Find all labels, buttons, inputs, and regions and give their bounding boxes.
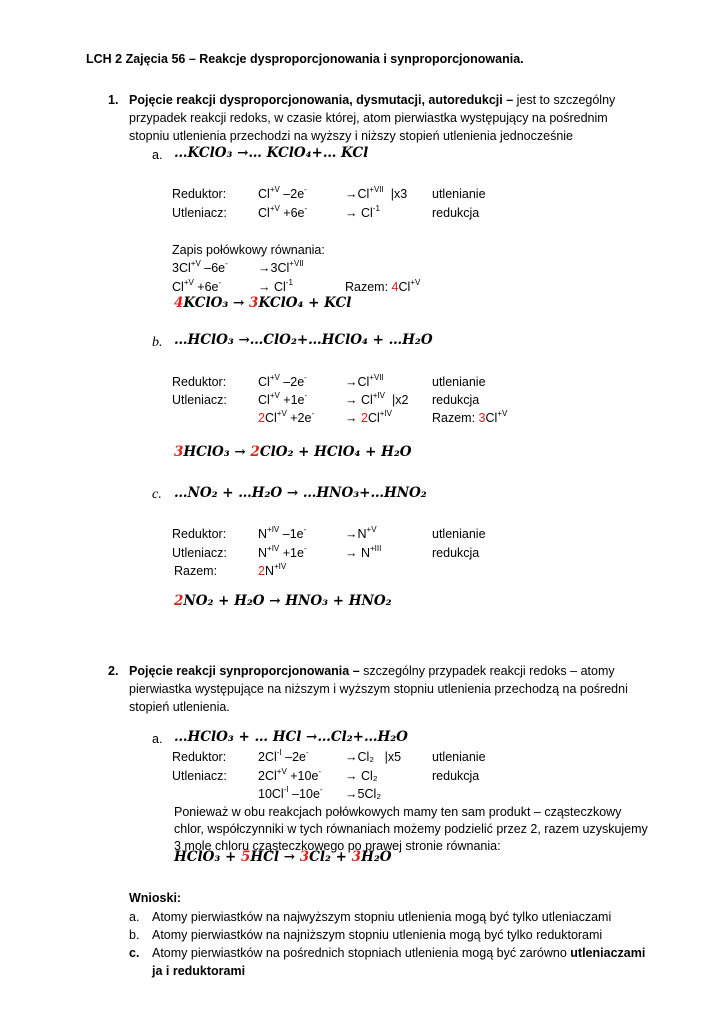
section-2-line2: pierwiastka występujące na niższym i wyższym stopniu utlenienia przechodzą na pośredni: [129, 682, 628, 696]
item-2a-half-left: $10Cl^{-I}$ –10e-: [258, 785, 323, 801]
item-2a-reduktor-label: Reduktor:: [172, 750, 227, 764]
item-2a-utleniacz-label: Utleniacz:: [172, 769, 227, 783]
item-1a-half-title: Zapis połówkowy równania:: [172, 243, 325, 257]
conclusion-b-label: b.: [129, 928, 140, 942]
section-1-line3: stopniu utlenienia przechodzi na wyższy i niższy stopień utlenienia jednocześnie: [129, 129, 574, 143]
item-1b-final-equation: 3HClO₃ → 2ClO₂ + HClO₄ + H₂O: [174, 444, 412, 460]
item-1c-final-equation: 2NO₂ + H₂O → HNO₃ + HNO₂: [174, 593, 392, 609]
conclusion-c-text-cont: ja i reduktorami: [152, 964, 246, 978]
item-1b-label: b.: [152, 335, 163, 350]
item-1a-half1-right: $\to 3Cl^{+VII}$: [258, 259, 304, 275]
item-1a-reduktor-type: utlenianie: [432, 187, 486, 201]
item-1c-razem-label: Razem:: [174, 564, 218, 578]
item-2a-utleniacz-left: $2Cl^{+V} +10e^-$: [258, 767, 322, 783]
item-1c-razem-value: $2N^{+IV}$: [258, 562, 287, 578]
item-2a-half-right: →5Cl₂: [345, 787, 382, 801]
item-1b-utleniacz-label: Utleniacz:: [172, 393, 227, 407]
item-1b-half-right: → $2Cl^{+IV}$: [345, 409, 392, 425]
item-1a-final-equation: 4KClO₃ → 3KClO₄ + KCl: [174, 295, 352, 311]
item-2a-final-equation: HClO₃ + 5HCl → 3Cl₂ + 3H₂O: [174, 849, 392, 865]
section-2-heading: Pojęcie reakcji synproporcjonowania –: [129, 664, 360, 678]
item-1c-reduktor-left: $N^{+IV}$ –1e-: [258, 525, 307, 541]
item-1a-reduktor-left: $Cl^{+V}$ –2e-: [258, 185, 307, 201]
item-1a-half2-right: → $Cl^{-1}$: [258, 278, 293, 294]
item-1a-half2-left: $Cl^{+V} +6e^-$: [172, 278, 222, 294]
item-2a-label: a.: [152, 732, 163, 746]
section-1-line2: przypadek reakcji redoks, w czasie której, atom pierwiastka występujący na pośrednim: [129, 111, 608, 125]
page-title: LCH 2 Zajęcia 56 – Reakcje dysproporcjonowania i synproporcjonowania.: [86, 52, 524, 66]
section-1-number: 1.: [108, 93, 119, 107]
item-2a-reaction: …HClO₃ + … HCl →…Cl₂+…H₂O: [174, 729, 408, 745]
section-1-intro: Pojęcie reakcji dysproporcjonowania, dysmutacji, autoredukcji – jest to szczególny: [129, 93, 616, 107]
section-1-heading: Pojęcie reakcji dysproporcjonowania, dysmutacji, autoredukcji –: [129, 93, 514, 107]
item-1b-utleniacz-type: redukcja: [432, 393, 480, 407]
item-2a-utleniacz-type: redukcja: [432, 769, 480, 783]
item-1c-reduktor-right: $\to N^{+V}$: [345, 525, 377, 541]
section-2-line3: stopień utlenienia.: [129, 700, 230, 714]
item-2a-reduktor-type: utlenianie: [432, 750, 486, 764]
item-1c-utleniacz-type: redukcja: [432, 546, 480, 560]
item-2a-note-line3: 3 mole chloru cząsteczkowego po prawej stronie równania:: [174, 839, 501, 853]
conclusion-b-text: Atomy pierwiastków na najniższym stopniu utlenienia mogą być tylko reduktorami: [152, 928, 603, 942]
item-1b-utleniacz-right: → $Cl^{+IV}$ |x2: [345, 391, 409, 407]
item-1c-reaction: …NO₂ + …H₂O → …HNO₃+…HNO₂: [174, 485, 427, 501]
item-1a-utleniacz-right: → $Cl^{-1}$: [345, 204, 380, 220]
item-1a-reduktor-right: $\to Cl^{+VII}$ |x3: [345, 185, 408, 201]
item-1c-reduktor-type: utlenianie: [432, 527, 486, 541]
item-1a-reduktor-label: Reduktor:: [172, 187, 227, 201]
item-1b-half-left: $2Cl^{+V} +2e^-$: [258, 409, 315, 425]
item-1a-utleniacz-left: $Cl^{+V} +6e^-$: [258, 204, 308, 220]
conclusion-c-text: Atomy pierwiastków na pośrednich stopniach utlenienia mogą być zarówno utleniaczami: [152, 946, 646, 960]
item-1a-half1-left: $3Cl^{+V}$ –6e-: [172, 259, 228, 275]
section-2-number: 2.: [108, 664, 119, 678]
item-1b-razem: Razem: $3Cl^{+V}$: [432, 409, 508, 425]
item-1c-reduktor-label: Reduktor:: [172, 527, 227, 541]
section-2-intro: Pojęcie reakcji synproporcjonowania – szczególny przypadek reakcji redoks – atomy: [129, 664, 615, 678]
item-1a-reaction: …KClO₃ →… KClO₄+… KCl: [174, 145, 369, 161]
item-1b-reaction: …HClO₃ →…ClO₂+…HClO₄ + …H₂O: [174, 332, 433, 348]
conclusion-c-label: c.: [129, 946, 140, 960]
item-1c-utleniacz-label: Utleniacz:: [172, 546, 227, 560]
item-2a-reduktor-right: →Cl₂ |x5: [345, 750, 402, 764]
item-1a-utleniacz-label: Utleniacz:: [172, 206, 227, 220]
item-2a-note-line1: Ponieważ w obu reakcjach połówkowych mamy ten sam produkt – cząsteczkowy: [174, 805, 622, 819]
conclusion-a-label: a.: [129, 910, 140, 924]
item-1c-utleniacz-left: $N^{+IV} +1e^-$: [258, 544, 307, 560]
item-2a-reduktor-left: $2Cl^{-I}$ –2e-: [258, 748, 309, 764]
item-1b-reduktor-label: Reduktor:: [172, 375, 227, 389]
conclusion-a-text: Atomy pierwiastków na najwyższym stopniu utlenienia mogą być tylko utleniaczami: [152, 910, 612, 924]
item-2a-utleniacz-right: → Cl₂: [345, 769, 378, 783]
item-1b-reduktor-left: $Cl^{+V}$ –2e-: [258, 373, 307, 389]
item-1a-razem: Razem: $4Cl^{+V}$: [345, 278, 421, 294]
item-1b-utleniacz-left: $Cl^{+V} +1e^-$: [258, 391, 308, 407]
item-1c-utleniacz-right: → $N^{+III}$: [345, 544, 382, 560]
item-1b-reduktor-type: utlenianie: [432, 375, 486, 389]
conclusions-title: Wnioski:: [129, 891, 182, 905]
item-1a-utleniacz-type: redukcja: [432, 206, 480, 220]
item-1c-label: c.: [152, 487, 162, 502]
item-2a-note-line2: chlor, współczynniki w tych równaniach możemy podzielić przez 2, razem uzyskujemy: [174, 822, 648, 836]
item-1a-label: a.: [152, 148, 163, 162]
item-1b-reduktor-right: $\to Cl^{+VII}$: [345, 373, 384, 389]
